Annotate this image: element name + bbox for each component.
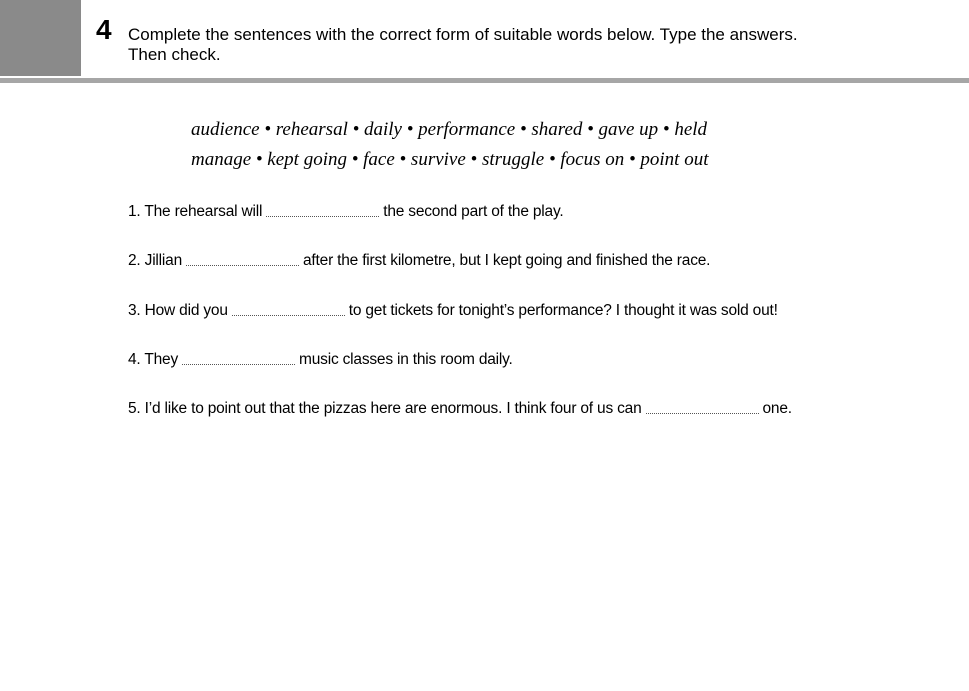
sentence-text-before: They — [144, 351, 179, 368]
sentence-number: 2. — [128, 252, 141, 269]
answer-blank-4[interactable] — [182, 350, 295, 365]
sentence-text-after: to get tickets for tonight’s performance? I thought it was sold out! — [348, 302, 778, 319]
instruction-line-2: Then check. — [128, 45, 221, 64]
sentence-number: 1. — [128, 203, 141, 220]
exercise-instruction — [128, 25, 928, 65]
sentence-3 — [128, 301, 778, 321]
instruction-line-1: Complete the sentences with the correct form of suitable words below. Type the answers. — [128, 25, 798, 44]
sentence-5 — [128, 399, 792, 419]
sentence-text-before: How did you — [144, 302, 228, 319]
answer-blank-5[interactable] — [646, 399, 759, 414]
answer-blank-2[interactable] — [186, 251, 299, 266]
sentence-1 — [128, 202, 563, 222]
header-divider — [0, 78, 969, 83]
sentence-text-after: one. — [762, 400, 792, 417]
answer-blank-3[interactable] — [232, 301, 345, 316]
word-bank-line-1: audience • rehearsal • daily • performance • shared • gave up • held — [191, 119, 708, 140]
sentence-4 — [128, 350, 513, 370]
sentence-text-before: The rehearsal will — [144, 203, 263, 220]
sentence-number: 3. — [128, 302, 141, 319]
answer-blank-1[interactable] — [266, 202, 379, 217]
sentence-text-after: the second part of the play. — [383, 203, 564, 220]
sentence-text-after: music classes in this room daily. — [299, 351, 513, 368]
word-bank — [191, 115, 708, 175]
sentence-2 — [128, 251, 710, 271]
exercise-number: 4 — [96, 14, 112, 45]
sentence-text-before: Jillian — [144, 252, 183, 269]
sentence-number: 4. — [128, 351, 141, 368]
word-bank-line-2: manage • kept going • face • survive • struggle • focus on • point out — [191, 149, 709, 170]
sentence-text-after: after the first kilometre, but I kept going and finished the race. — [303, 252, 711, 269]
header-grey-block — [0, 0, 81, 76]
sentence-number: 5. — [128, 400, 141, 417]
sentence-text-before: I’d like to point out that the pizzas here are enormous. I think four of us can — [144, 400, 642, 417]
